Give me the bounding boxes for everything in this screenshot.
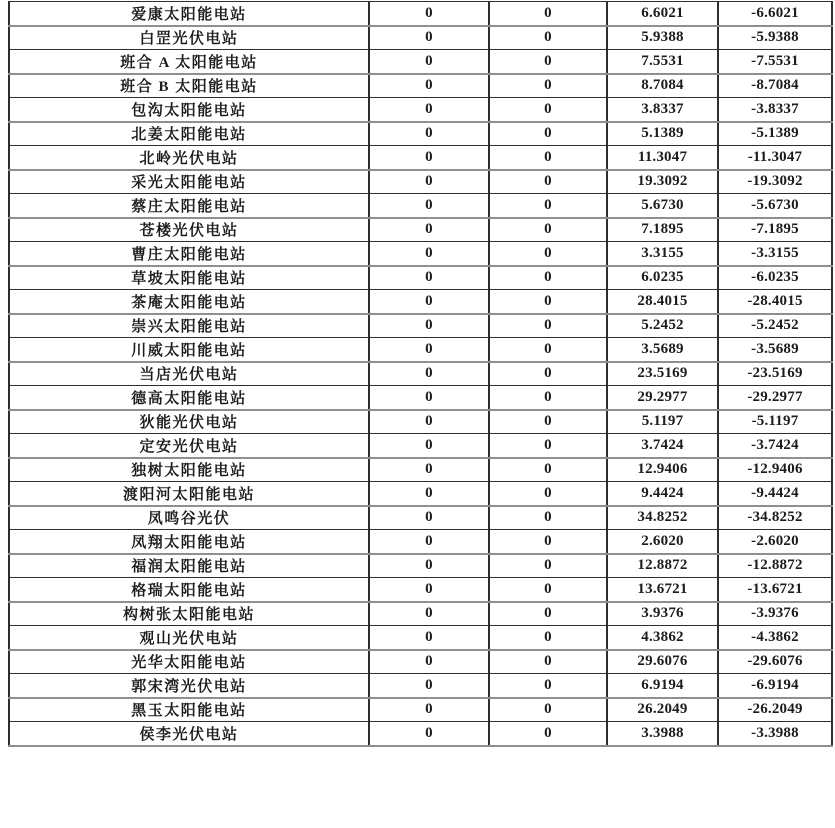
zero-value-cell-2: 0 [489, 50, 607, 74]
zero-value-cell-2: 0 [489, 26, 607, 50]
negative-value-cell: -7.5531 [718, 50, 832, 74]
positive-value-cell: 12.9406 [607, 458, 718, 482]
positive-value-cell: 6.0235 [607, 266, 718, 290]
zero-value-cell-1: 0 [369, 2, 489, 26]
table-row [9, 530, 832, 554]
table-row [9, 722, 832, 746]
zero-value-cell-1: 0 [369, 410, 489, 434]
table-row [9, 146, 832, 170]
table-row [9, 602, 832, 626]
negative-value-cell: -4.3862 [718, 626, 832, 650]
station-name-cell: 蔡庄太阳能电站 [9, 194, 369, 218]
zero-value-cell-2: 0 [489, 266, 607, 290]
station-name-cell: 曹庄太阳能电站 [9, 242, 369, 266]
station-name-cell: 构树张太阳能电站 [9, 602, 369, 626]
zero-value-cell-2: 0 [489, 482, 607, 506]
station-name-cell: 包沟太阳能电站 [9, 98, 369, 122]
positive-value-cell: 7.5531 [607, 50, 718, 74]
table-row [9, 674, 832, 698]
table-row [9, 194, 832, 218]
station-name-cell: 川威太阳能电站 [9, 338, 369, 362]
zero-value-cell-1: 0 [369, 554, 489, 578]
station-name-cell: 观山光伏电站 [9, 626, 369, 650]
negative-value-cell: -8.7084 [718, 74, 832, 98]
positive-value-cell: 19.3092 [607, 170, 718, 194]
zero-value-cell-2: 0 [489, 290, 607, 314]
negative-value-cell: -28.4015 [718, 290, 832, 314]
negative-value-cell: -3.5689 [718, 338, 832, 362]
zero-value-cell-1: 0 [369, 578, 489, 602]
zero-value-cell-2: 0 [489, 122, 607, 146]
table-row [9, 290, 832, 314]
negative-value-cell: -29.2977 [718, 386, 832, 410]
table-row [9, 218, 832, 242]
station-name-cell: 白罡光伏电站 [9, 26, 369, 50]
positive-value-cell: 29.6076 [607, 650, 718, 674]
zero-value-cell-1: 0 [369, 338, 489, 362]
station-name-cell: 独树太阳能电站 [9, 458, 369, 482]
station-name-cell: 崇兴太阳能电站 [9, 314, 369, 338]
zero-value-cell-2: 0 [489, 242, 607, 266]
negative-value-cell: -26.2049 [718, 698, 832, 722]
zero-value-cell-1: 0 [369, 698, 489, 722]
zero-value-cell-1: 0 [369, 458, 489, 482]
zero-value-cell-2: 0 [489, 578, 607, 602]
station-name-cell: 德高太阳能电站 [9, 386, 369, 410]
table-row [9, 74, 832, 98]
zero-value-cell-2: 0 [489, 386, 607, 410]
zero-value-cell-1: 0 [369, 314, 489, 338]
table-row [9, 170, 832, 194]
positive-value-cell: 3.5689 [607, 338, 718, 362]
negative-value-cell: -29.6076 [718, 650, 832, 674]
zero-value-cell-2: 0 [489, 74, 607, 98]
positive-value-cell: 6.9194 [607, 674, 718, 698]
table-row [9, 506, 832, 530]
positive-value-cell: 3.9376 [607, 602, 718, 626]
negative-value-cell: -5.1197 [718, 410, 832, 434]
negative-value-cell: -13.6721 [718, 578, 832, 602]
negative-value-cell: -3.8337 [718, 98, 832, 122]
table-row [9, 50, 832, 74]
station-name-cell: 狄能光伏电站 [9, 410, 369, 434]
negative-value-cell: -7.1895 [718, 218, 832, 242]
zero-value-cell-1: 0 [369, 482, 489, 506]
zero-value-cell-1: 0 [369, 722, 489, 746]
zero-value-cell-2: 0 [489, 98, 607, 122]
table-row [9, 698, 832, 722]
zero-value-cell-2: 0 [489, 530, 607, 554]
zero-value-cell-1: 0 [369, 98, 489, 122]
negative-value-cell: -6.6021 [718, 2, 832, 26]
negative-value-cell: -5.9388 [718, 26, 832, 50]
positive-value-cell: 28.4015 [607, 290, 718, 314]
positive-value-cell: 5.1197 [607, 410, 718, 434]
positive-value-cell: 2.6020 [607, 530, 718, 554]
positive-value-cell: 5.1389 [607, 122, 718, 146]
zero-value-cell-1: 0 [369, 650, 489, 674]
station-name-cell: 茶庵太阳能电站 [9, 290, 369, 314]
table-row [9, 482, 832, 506]
zero-value-cell-2: 0 [489, 2, 607, 26]
station-name-cell: 黑玉太阳能电站 [9, 698, 369, 722]
table-row [9, 458, 832, 482]
zero-value-cell-1: 0 [369, 290, 489, 314]
positive-value-cell: 4.3862 [607, 626, 718, 650]
zero-value-cell-2: 0 [489, 194, 607, 218]
zero-value-cell-2: 0 [489, 434, 607, 458]
negative-value-cell: -6.9194 [718, 674, 832, 698]
positive-value-cell: 3.7424 [607, 434, 718, 458]
station-name-cell: 草坡太阳能电站 [9, 266, 369, 290]
positive-value-cell: 29.2977 [607, 386, 718, 410]
zero-value-cell-1: 0 [369, 362, 489, 386]
negative-value-cell: -5.6730 [718, 194, 832, 218]
station-name-cell: 福润太阳能电站 [9, 554, 369, 578]
negative-value-cell: -3.3988 [718, 722, 832, 746]
table-row [9, 578, 832, 602]
positive-value-cell: 13.6721 [607, 578, 718, 602]
positive-value-cell: 23.5169 [607, 362, 718, 386]
station-name-cell: 郭宋湾光伏电站 [9, 674, 369, 698]
zero-value-cell-1: 0 [369, 122, 489, 146]
station-name-cell: 渡阳河太阳能电站 [9, 482, 369, 506]
table-row [9, 122, 832, 146]
negative-value-cell: -2.6020 [718, 530, 832, 554]
zero-value-cell-2: 0 [489, 170, 607, 194]
station-name-cell: 凤翔太阳能电站 [9, 530, 369, 554]
zero-value-cell-2: 0 [489, 698, 607, 722]
negative-value-cell: -12.9406 [718, 458, 832, 482]
positive-value-cell: 7.1895 [607, 218, 718, 242]
negative-value-cell: -12.8872 [718, 554, 832, 578]
zero-value-cell-2: 0 [489, 362, 607, 386]
table-row [9, 554, 832, 578]
zero-value-cell-1: 0 [369, 626, 489, 650]
table-row [9, 386, 832, 410]
zero-value-cell-1: 0 [369, 170, 489, 194]
table-row [9, 434, 832, 458]
zero-value-cell-2: 0 [489, 626, 607, 650]
zero-value-cell-1: 0 [369, 386, 489, 410]
positive-value-cell: 34.8252 [607, 506, 718, 530]
table-row [9, 314, 832, 338]
positive-value-cell: 5.2452 [607, 314, 718, 338]
zero-value-cell-1: 0 [369, 74, 489, 98]
zero-value-cell-1: 0 [369, 266, 489, 290]
positive-value-cell: 8.7084 [607, 74, 718, 98]
zero-value-cell-2: 0 [489, 602, 607, 626]
zero-value-cell-2: 0 [489, 410, 607, 434]
zero-value-cell-2: 0 [489, 506, 607, 530]
table-row [9, 650, 832, 674]
negative-value-cell: -11.3047 [718, 146, 832, 170]
zero-value-cell-2: 0 [489, 146, 607, 170]
negative-value-cell: -23.5169 [718, 362, 832, 386]
table-row [9, 26, 832, 50]
zero-value-cell-2: 0 [489, 314, 607, 338]
zero-value-cell-1: 0 [369, 434, 489, 458]
power-station-table-body [9, 2, 832, 746]
table-row [9, 338, 832, 362]
station-name-cell: 定安光伏电站 [9, 434, 369, 458]
table-row [9, 266, 832, 290]
station-name-cell: 侯李光伏电站 [9, 722, 369, 746]
table-row [9, 98, 832, 122]
station-name-cell: 凤鸣谷光伏 [9, 506, 369, 530]
table-row [9, 362, 832, 386]
negative-value-cell: -19.3092 [718, 170, 832, 194]
station-name-cell: 光华太阳能电站 [9, 650, 369, 674]
table-row [9, 626, 832, 650]
negative-value-cell: -9.4424 [718, 482, 832, 506]
negative-value-cell: -3.3155 [718, 242, 832, 266]
zero-value-cell-2: 0 [489, 458, 607, 482]
station-name-cell: 班合 B 太阳能电站 [9, 74, 369, 98]
station-name-cell: 爱康太阳能电站 [9, 2, 369, 26]
station-name-cell: 当店光伏电站 [9, 362, 369, 386]
zero-value-cell-2: 0 [489, 650, 607, 674]
station-name-cell: 格瑞太阳能电站 [9, 578, 369, 602]
station-name-cell: 北姜太阳能电站 [9, 122, 369, 146]
station-name-cell: 苍楼光伏电站 [9, 218, 369, 242]
zero-value-cell-1: 0 [369, 218, 489, 242]
table-row [9, 242, 832, 266]
power-station-table [8, 1, 833, 747]
table-row [9, 2, 832, 26]
positive-value-cell: 5.6730 [607, 194, 718, 218]
zero-value-cell-1: 0 [369, 530, 489, 554]
positive-value-cell: 3.3155 [607, 242, 718, 266]
positive-value-cell: 26.2049 [607, 698, 718, 722]
table-row [9, 410, 832, 434]
negative-value-cell: -6.0235 [718, 266, 832, 290]
negative-value-cell: -3.7424 [718, 434, 832, 458]
zero-value-cell-1: 0 [369, 146, 489, 170]
negative-value-cell: -5.1389 [718, 122, 832, 146]
station-name-cell: 采光太阳能电站 [9, 170, 369, 194]
zero-value-cell-2: 0 [489, 674, 607, 698]
positive-value-cell: 9.4424 [607, 482, 718, 506]
positive-value-cell: 3.3988 [607, 722, 718, 746]
zero-value-cell-2: 0 [489, 218, 607, 242]
zero-value-cell-1: 0 [369, 242, 489, 266]
zero-value-cell-2: 0 [489, 554, 607, 578]
zero-value-cell-1: 0 [369, 602, 489, 626]
zero-value-cell-1: 0 [369, 506, 489, 530]
positive-value-cell: 11.3047 [607, 146, 718, 170]
positive-value-cell: 5.9388 [607, 26, 718, 50]
zero-value-cell-1: 0 [369, 50, 489, 74]
zero-value-cell-2: 0 [489, 722, 607, 746]
negative-value-cell: -34.8252 [718, 506, 832, 530]
negative-value-cell: -3.9376 [718, 602, 832, 626]
zero-value-cell-1: 0 [369, 26, 489, 50]
positive-value-cell: 12.8872 [607, 554, 718, 578]
negative-value-cell: -5.2452 [718, 314, 832, 338]
zero-value-cell-1: 0 [369, 674, 489, 698]
positive-value-cell: 6.6021 [607, 2, 718, 26]
positive-value-cell: 3.8337 [607, 98, 718, 122]
station-name-cell: 班合 A 太阳能电站 [9, 50, 369, 74]
zero-value-cell-2: 0 [489, 338, 607, 362]
station-name-cell: 北岭光伏电站 [9, 146, 369, 170]
zero-value-cell-1: 0 [369, 194, 489, 218]
